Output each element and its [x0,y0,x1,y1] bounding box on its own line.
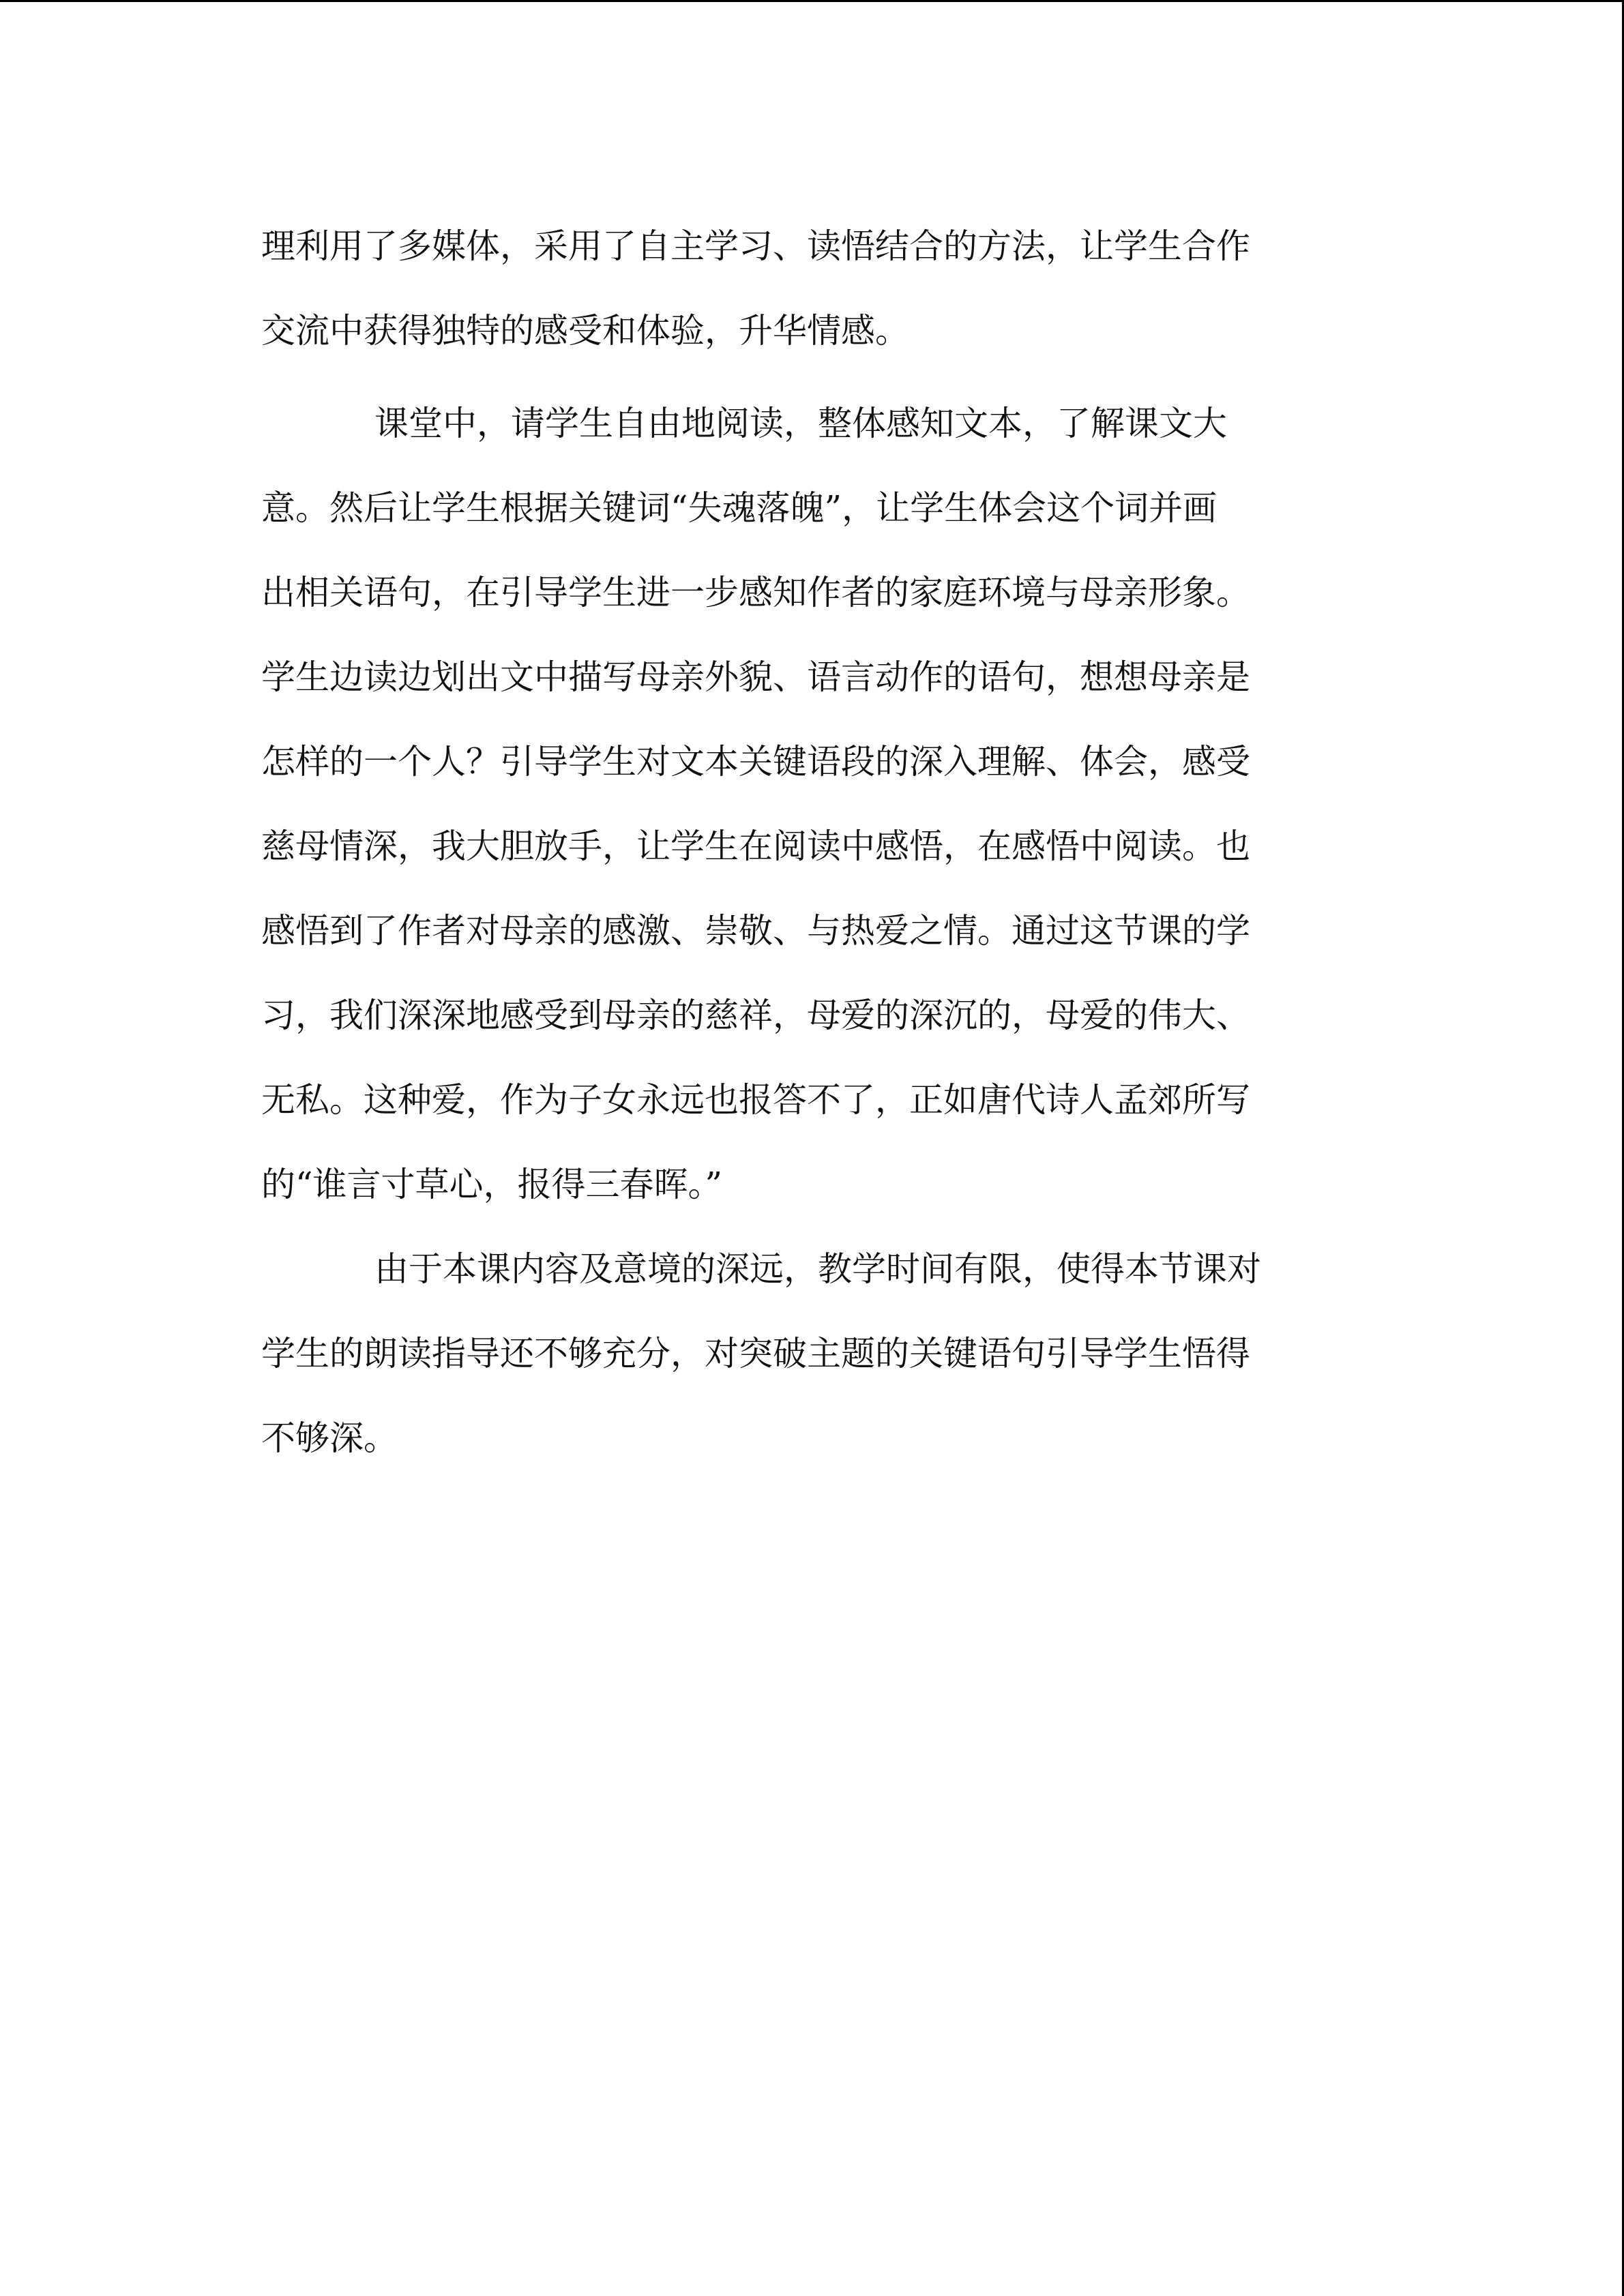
paragraph-3 [261,1227,1366,1480]
paragraph-2-line-1: 课堂中，请学生自由地阅读，整体感知文本，了解课文大 [374,404,1227,443]
paragraph-2-line-3: 出相关语句，在引导学生进一步感知作者的家庭环境与母亲形象。 [261,573,1250,612]
paragraph-2-line-10: 的“谁言寸草心，报得三春晖。” [261,1165,723,1204]
paragraph-1 [261,204,1366,373]
paragraph-3-line-1: 由于本课内容及意境的深远，教学时间有限，使得本节课对 [374,1249,1261,1289]
paragraph-2 [261,381,1366,1227]
paragraph-1-line-1: 理利用了多媒体，采用了自主学习、读悟结合的方法，让学生合作 [261,226,1250,266]
document-body [261,204,1366,1480]
paragraph-2-line-4: 学生边读边划出文中描写母亲外貌、语言动作的语句，想想母亲是 [261,657,1250,697]
paragraph-2-line-7: 感悟到了作者对母亲的感激、崇敬、与热爱之情。通过这节课的学 [261,911,1250,951]
paragraph-2-line-9: 无私。这种爱，作为子女永远也报答不了，正如唐代诗人孟郊所写 [261,1080,1250,1120]
paragraph-3-line-2: 学生的朗读指导还不够充分，对突破主题的关键语句引导学生悟得 [261,1334,1250,1373]
paragraph-3-line-3: 不够深。 [261,1418,398,1458]
paragraph-2-line-6: 慈母情深，我大胆放手，让学生在阅读中感悟，在感悟中阅读。也 [261,826,1250,866]
paragraph-2-line-8: 习，我们深深地感受到母亲的慈祥，母爱的深沉的，母爱的伟大、 [261,996,1250,1035]
paragraph-2-line-2: 意。然后让学生根据关键词“失魂落魄”，让学生体会这个词并画 [261,488,1217,528]
paragraph-2-line-5: 怎样的一个人？引导学生对文本关键语段的深入理解、体会，感受 [261,742,1250,781]
paragraph-1-line-2: 交流中获得独特的感受和体验，升华情感。 [261,311,909,351]
